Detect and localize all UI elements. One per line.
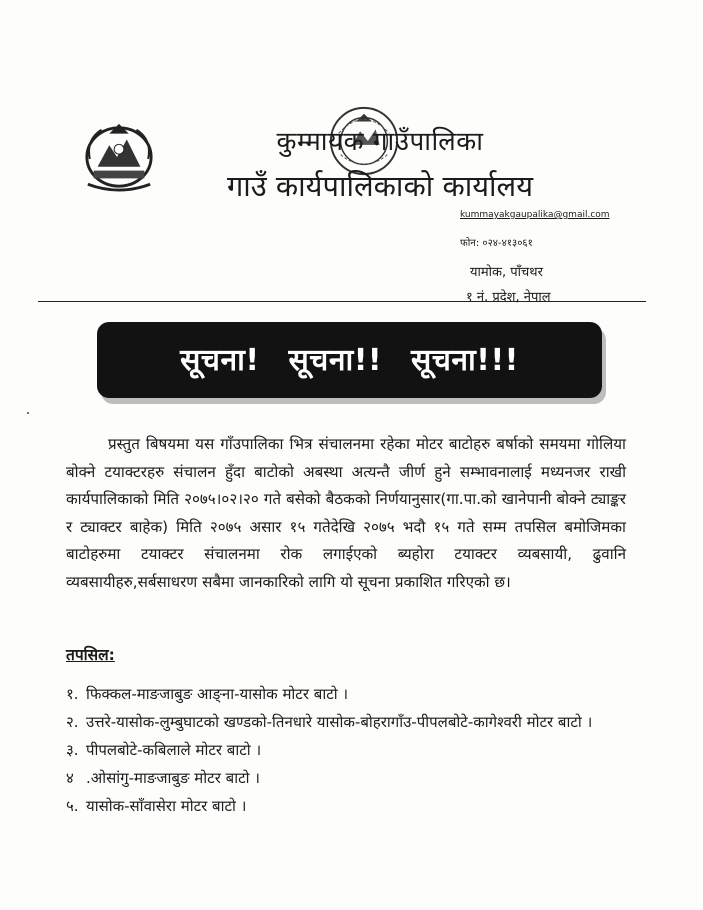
list-item-text: .ओसांगु-माङजाबुङ मोटर बाटो । <box>86 769 260 787</box>
office-name: गाउँ कार्यपालिकाको कार्यालय <box>226 169 534 203</box>
list-item <box>66 767 626 790</box>
notice-paragraph: प्रस्तुत बिषयमा यस गाँउपालिका भित्र संचालनमा रहेका मोटर बाटोहरु बर्षाको समयमा गोलिया बोक्ने टयाक्टरहरु संचालन हुँदा बाटोको अबस्था अत्यन्तै जीर्ण हुने सम्भावनालाई मध्यनजर राखी कार्यपालिकाको मिति २०७५।०२।२० गते बसेको बैठकको निर्णयानुसार(गा.पा.को खानेपानी बोक्ने ट्याङ्कर र ट्याक्टर बाहेक) मिति २०७५ असार १५ गतेदेखि २०७५ भदौ १५ गते सम्म तपसिल बमोजिमका बाटोहरुमा टयाक्टर संचालनमा रोक लगाईएको ब्यहोरा टयाक्टर व्यबसायी, ढुवानि व्यबसायीहरु,सर्बसाधरण सबैमा जानकारिको लागि यो सूचना प्रकाशित गरिएको छ। <box>66 435 626 591</box>
notice-banner <box>97 322 602 398</box>
list-item-text: यासोक-साँवासेरा मोटर बाटो । <box>86 797 247 815</box>
list-item-text: फिक्कल-माङजाबुङ आङ्ना-यासोक मोटर बाटो । <box>86 685 349 703</box>
nepal-emblem-icon <box>80 120 158 192</box>
list-item <box>66 739 626 762</box>
list-item-number: ५. <box>66 797 79 815</box>
stray-mark <box>27 412 29 414</box>
list-item <box>66 683 626 706</box>
list-item <box>66 711 626 734</box>
header-divider <box>38 301 646 302</box>
banner-title: सूचना! सूचना!! सूचना!!! <box>180 343 519 378</box>
list-item-text: उत्तरे-यासोक-लुम्बुघाटको खण्डको-तिनधारे यासोक-बोहरागाँउ-पीपलबोटे-कागेश्वरी मोटर बाटो । <box>86 713 593 731</box>
road-list <box>66 683 626 823</box>
list-item-number: ४ <box>66 769 74 787</box>
list-item-number: १. <box>66 685 79 703</box>
list-item-number: ३. <box>66 741 79 759</box>
address-line-2: १ नं. प्रदेश, नेपाल <box>466 290 551 305</box>
municipality-name: कुम्मायक गाउँपालिका <box>276 127 484 157</box>
list-heading: तपसिल: <box>66 646 115 664</box>
address-line-1: यामोक, पाँचथर <box>470 265 543 280</box>
phone-number: फोन: ०२४-४१३०६१ <box>460 238 533 249</box>
list-item <box>66 795 626 818</box>
email-link[interactable]: kummayakgaupalika@gmail.com <box>460 210 610 220</box>
list-item-text: पीपलबोटे-कबिलाले मोटर बाटो । <box>86 741 262 759</box>
list-item-number: २. <box>66 713 79 731</box>
